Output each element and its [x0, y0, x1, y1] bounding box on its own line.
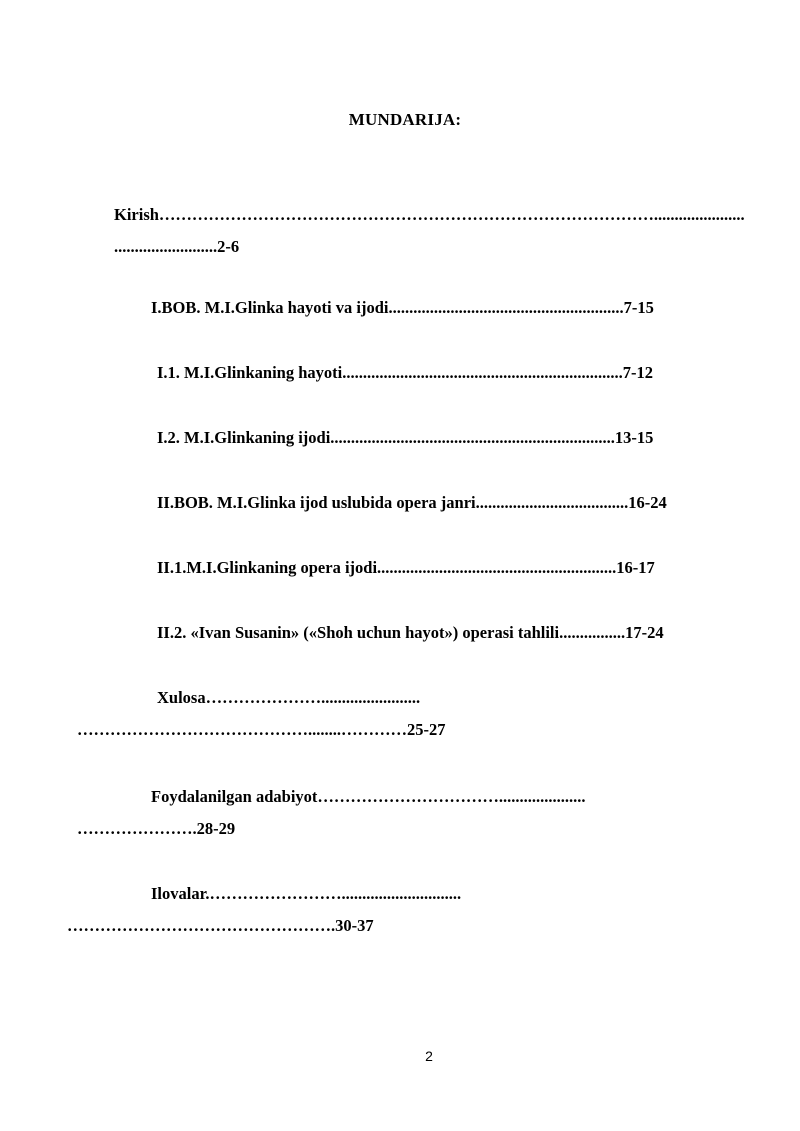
page-title: MUNDARIJA: — [348, 110, 462, 129]
toc-entry-adabiyot-continuation: ………………….28-29 — [77, 819, 236, 838]
toc-entry-section-2-1: II.1.M.I.Glinkaning opera ijodi..........................................................16-17 — [157, 558, 655, 577]
toc-entry-chapter-2: II.BOB. M.I.Glinka ijod uslubida opera janri.....................................16-24 — [157, 493, 667, 512]
toc-entry-chapter-1: I.BOB. M.I.Glinka hayoti va ijodi.........................................................7-15 — [151, 298, 654, 317]
toc-entry-ilovalar: Ilovalar.……………………............................. — [151, 884, 462, 903]
toc-entry-xulosa-continuation: ……………………………………........…………25-27 — [77, 720, 446, 739]
toc-entry-kirish-continuation: .........................2-6 — [114, 237, 240, 256]
toc-entry-section-1-2: I.2. M.I.Glinkaning ijodi.....................................................................13-15 — [157, 428, 654, 447]
toc-entry-ilovalar-continuation: ………………………………………….30-37 — [67, 916, 374, 935]
toc-entry-section-2-2: II.2. «Ivan Susanin» («Shoh uchun hayot») operasi tahlili................17-24 — [157, 623, 664, 642]
page-number: 2 — [425, 1048, 433, 1064]
toc-entry-section-1-1: I.1. M.I.Glinkaning hayoti....................................................................7-12 — [157, 363, 653, 382]
toc-entry-adabiyot: Foydalanilgan adabiyot……………………………..................... — [151, 787, 586, 806]
toc-entry-kirish: Kirish………………………………………………………………………………...................... — [114, 205, 745, 224]
toc-entry-xulosa: Xulosa…………………........................ — [157, 688, 421, 707]
